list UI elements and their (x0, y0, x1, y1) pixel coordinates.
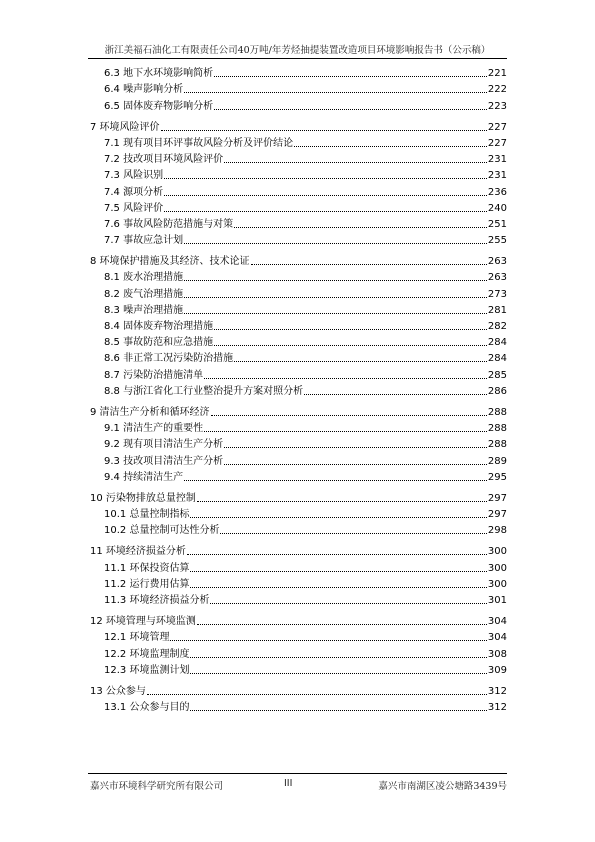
toc-dot-leader (224, 447, 487, 448)
toc-section-entry[interactable] (88, 365, 507, 381)
toc-dot-leader (184, 313, 487, 314)
toc-entry-page-number: 281 (487, 304, 507, 316)
footer-rule (88, 773, 507, 774)
toc-entry-page-number: 263 (487, 256, 507, 268)
toc-chapter-entry[interactable] (88, 403, 507, 419)
toc-entry-page-number: 288 (487, 439, 507, 451)
toc-dot-leader (220, 533, 486, 534)
toc-entry-page-number: 221 (487, 68, 507, 80)
toc-section-entry[interactable] (88, 628, 507, 644)
toc-section-entry[interactable] (88, 199, 507, 215)
toc-entry-page-number: 300 (487, 546, 507, 558)
footer-organization: 嘉兴市环境科学研究所有限公司 (90, 781, 224, 792)
toc-entry-page-number: 304 (487, 632, 507, 644)
toc-dot-leader (184, 243, 487, 244)
toc-entry-page-number: 312 (487, 685, 507, 697)
toc-entry-page-number: 308 (487, 648, 507, 660)
toc-entry-title: 7.5 风险评价 (104, 202, 164, 214)
toc-chapter-entry[interactable] (88, 118, 507, 134)
toc-dot-leader (190, 587, 486, 588)
toc-entry-title: 12.3 环境监测计划 (104, 664, 190, 676)
toc-entry-title: 8.8 与浙江省化工行业整治提升方案对照分析 (104, 385, 304, 397)
toc-section-entry[interactable] (88, 231, 507, 247)
toc-section-entry[interactable] (88, 166, 507, 182)
toc-section-entry[interactable] (88, 419, 507, 435)
toc-entry-page-number: 304 (487, 616, 507, 628)
toc-section-entry[interactable] (88, 382, 507, 398)
toc-entry-title: 12 环境管理与环境监测 (90, 616, 196, 628)
toc-entry-title: 11 环境经济损益分析 (90, 546, 186, 558)
toc-dot-leader (214, 329, 487, 330)
toc-entry-page-number: 284 (487, 353, 507, 365)
toc-dot-leader (214, 109, 487, 110)
toc-entry-title: 7.7 事故应急计划 (104, 235, 184, 247)
toc-entry-page-number: 301 (487, 595, 507, 606)
toc-entry-page-number: 231 (487, 170, 507, 182)
toc-chapter-entry[interactable] (88, 252, 507, 268)
toc-section-entry[interactable] (88, 64, 507, 80)
toc-entry-title: 8.1 废水治理措施 (104, 272, 184, 284)
toc-dot-leader (224, 464, 487, 465)
toc-section-entry[interactable] (88, 150, 507, 166)
toc-entry-page-number: 288 (487, 423, 507, 435)
toc-section-entry[interactable] (88, 468, 507, 484)
toc-entry-title: 9 清洁生产分析和循环经济 (90, 406, 210, 418)
toc-section-entry[interactable] (88, 333, 507, 349)
toc-entry-title: 6.5 固体废弃物影响分析 (104, 100, 214, 112)
toc-entry-page-number: 288 (487, 406, 507, 418)
toc-entry-title: 8.6 非正常工况污染防治措施 (104, 353, 234, 365)
toc-entry-title: 8.4 固体废弃物治理措施 (104, 321, 214, 332)
toc-entry-title: 7.4 源项分析 (104, 186, 164, 198)
footer-address: 嘉兴市南湖区凌公塘路3439号 (378, 781, 507, 792)
toc-entry-page-number: 300 (487, 578, 507, 590)
toc-entry-title: 11.1 环保投资估算 (104, 562, 190, 574)
toc-entry-title: 7.3 风险识别 (104, 170, 164, 182)
toc-dot-leader (184, 280, 487, 281)
toc-entry-page-number: 273 (487, 288, 507, 300)
toc-entry-title: 8.5 事故防范和应急措施 (104, 337, 214, 349)
toc-dot-leader (197, 501, 487, 502)
toc-section-entry[interactable] (88, 215, 507, 231)
toc-entry-title: 7.6 事故风险防范措施与对策 (104, 218, 234, 230)
toc-dot-leader (251, 264, 487, 265)
toc-entry-page-number: 263 (487, 272, 507, 284)
toc-entry-title: 9.4 持续清洁生产 (104, 471, 184, 483)
toc-entry-title: 6.4 噪声影响分析 (104, 84, 184, 96)
toc-section-entry[interactable] (88, 317, 507, 333)
toc-entry-title: 7.1 现有项目环评事故风险分析及评价结论 (104, 137, 294, 149)
toc-entry-title: 8.7 污染防治措施清单 (104, 369, 204, 381)
toc-section-entry[interactable] (88, 349, 507, 365)
toc-section-entry[interactable] (88, 301, 507, 317)
toc-dot-leader (184, 92, 487, 93)
toc-entry-page-number: 227 (487, 137, 507, 149)
toc-section-entry[interactable] (88, 96, 507, 112)
toc-entry-page-number: 231 (487, 154, 507, 166)
toc-dot-leader (190, 571, 486, 572)
toc-chapter-entry[interactable] (88, 612, 507, 628)
toc-dot-leader (170, 640, 486, 641)
toc-section-entry[interactable] (88, 698, 507, 714)
toc-entry-page-number: 284 (487, 337, 507, 349)
toc-entry-page-number: 289 (487, 455, 507, 467)
toc-entry-title: 12.1 环境管理 (104, 632, 170, 644)
toc-dot-leader (164, 211, 487, 212)
toc-entry-title: 11.3 环境经济损益分析 (104, 595, 210, 606)
toc-entry-page-number: 297 (487, 492, 507, 504)
toc-entry-page-number: 236 (487, 186, 507, 198)
toc-section-entry[interactable] (88, 591, 507, 607)
toc-entry-title: 12.2 环境监理制度 (104, 648, 190, 660)
toc-entry-page-number: 297 (487, 509, 507, 521)
toc-chapter-entry[interactable] (88, 682, 507, 698)
toc-entry-page-number: 298 (487, 525, 507, 537)
toc-dot-leader (190, 710, 486, 711)
toc-section-entry[interactable] (88, 182, 507, 198)
page-number: III (284, 778, 293, 789)
toc-entry-page-number: 312 (487, 702, 507, 714)
toc-dot-leader (187, 554, 487, 555)
toc-section-entry[interactable] (88, 435, 507, 451)
toc-section-entry[interactable] (88, 575, 507, 591)
toc-dot-leader (190, 517, 486, 518)
toc-entry-page-number: 300 (487, 562, 507, 574)
toc-section-entry[interactable] (88, 505, 507, 521)
toc-dot-leader (204, 431, 487, 432)
toc-entry-title: 13.1 公众参与目的 (104, 702, 190, 714)
toc-dot-leader (184, 297, 487, 298)
toc-dot-leader (190, 657, 486, 658)
toc-section-entry[interactable] (88, 661, 507, 677)
toc-dot-leader (161, 130, 487, 131)
header-rule (88, 58, 507, 59)
toc-dot-leader (197, 624, 487, 625)
toc-entry-page-number: 227 (487, 121, 507, 133)
toc-dot-leader (234, 227, 487, 228)
table-of-contents (88, 64, 507, 714)
toc-entry-title: 10.1 总量控制指标 (104, 509, 190, 521)
toc-entry-page-number: 222 (487, 84, 507, 96)
toc-entry-title: 10.2 总量控制可达性分析 (104, 525, 220, 537)
toc-entry-page-number: 255 (487, 235, 507, 247)
page-footer (88, 778, 507, 792)
toc-dot-leader (210, 603, 486, 604)
toc-entry-title: 10 污染物排放总量控制 (90, 492, 196, 504)
toc-dot-leader (204, 378, 487, 379)
toc-entry-page-number: 240 (487, 202, 507, 214)
toc-dot-leader (147, 694, 487, 695)
toc-entry-page-number: 251 (487, 218, 507, 230)
toc-section-entry[interactable] (88, 268, 507, 284)
toc-entry-title: 13 公众参与 (90, 685, 146, 697)
toc-entry-title: 9.1 清洁生产的重要性 (104, 423, 204, 435)
toc-dot-leader (214, 345, 487, 346)
toc-entry-title: 8 环境保护措施及其经济、技术论证 (90, 256, 250, 268)
toc-dot-leader (294, 146, 487, 147)
toc-entry-title: 6.3 地下水环境影响简析 (104, 68, 214, 80)
toc-entry-title: 9.2 现有项目清洁生产分析 (104, 439, 224, 451)
toc-entry-title: 9.3 技改项目清洁生产分析 (104, 455, 224, 467)
toc-section-entry[interactable] (88, 284, 507, 300)
toc-section-entry[interactable] (88, 80, 507, 96)
toc-entry-title: 7 环境风险评价 (90, 121, 160, 133)
toc-chapter-entry[interactable] (88, 542, 507, 558)
toc-dot-leader (190, 673, 486, 674)
toc-dot-leader (164, 178, 487, 179)
toc-section-entry[interactable] (88, 558, 507, 574)
toc-dot-leader (304, 394, 487, 395)
toc-dot-leader (234, 361, 487, 362)
toc-entry-page-number: 309 (487, 664, 507, 676)
toc-dot-leader (214, 76, 487, 77)
toc-section-entry[interactable] (88, 521, 507, 537)
page-header: 浙江美福石油化工有限责任公司40万吨/年芳烃抽提装置改造项目环境影响报告书（公示稿） (104, 45, 491, 56)
toc-entry-page-number: 286 (487, 385, 507, 397)
toc-chapter-entry[interactable] (88, 489, 507, 505)
toc-entry-page-number: 295 (487, 471, 507, 483)
toc-dot-leader (211, 415, 487, 416)
toc-section-entry[interactable] (88, 644, 507, 660)
toc-section-entry[interactable] (88, 451, 507, 467)
toc-dot-leader (224, 162, 487, 163)
toc-dot-leader (164, 195, 487, 196)
toc-entry-title: 7.2 技改项目环境风险评价 (104, 154, 224, 166)
toc-section-entry[interactable] (88, 134, 507, 150)
toc-entry-page-number: 282 (487, 321, 507, 332)
toc-entry-title: 8.3 噪声治理措施 (104, 304, 184, 316)
toc-entry-title: 11.2 运行费用估算 (104, 578, 190, 590)
toc-entry-page-number: 285 (487, 369, 507, 381)
toc-dot-leader (184, 480, 487, 481)
toc-entry-title: 8.2 废气治理措施 (104, 288, 184, 300)
toc-entry-page-number: 223 (487, 100, 507, 112)
